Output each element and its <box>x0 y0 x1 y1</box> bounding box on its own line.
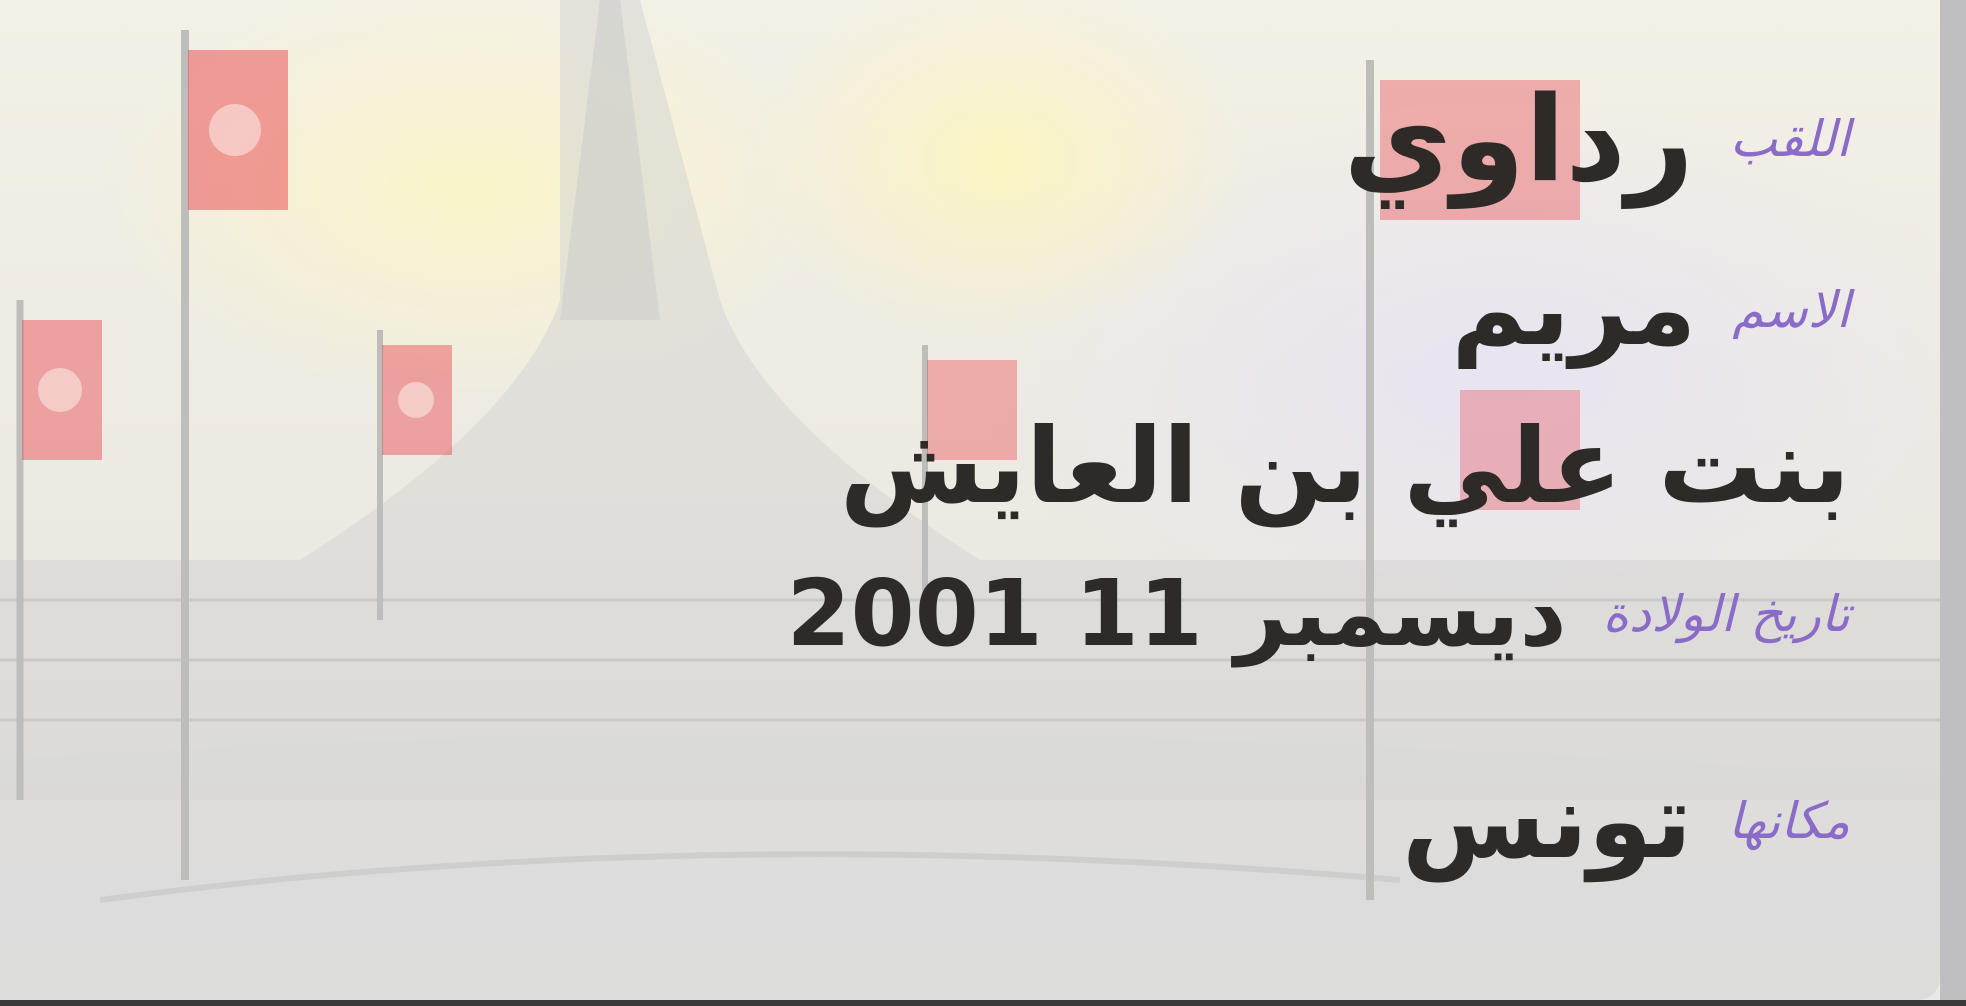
birth-place-value: تونس <box>1401 760 1693 882</box>
card-edge-bottom <box>0 1000 1966 1006</box>
surname-row <box>1343 70 1850 208</box>
birth-date-value: 2001 دیسمبر 11 <box>786 560 1567 667</box>
birth-date-label: تاريخ الولادة <box>1602 584 1850 643</box>
first-name-row <box>1452 250 1850 369</box>
first-name-label: الاسم <box>1732 280 1850 339</box>
first-name-value: مريم <box>1451 250 1697 369</box>
surname-label: اللقب <box>1729 110 1850 168</box>
birth-place-row <box>1402 760 1850 882</box>
lineage-value: بنت علي بن العايش <box>839 405 1850 527</box>
surname-value: رداوي <box>1343 70 1694 208</box>
birth-place-label: مكانها <box>1728 792 1850 850</box>
card-edge <box>1940 0 1966 1006</box>
lineage-row <box>840 405 1850 527</box>
birth-date-row <box>787 560 1850 667</box>
